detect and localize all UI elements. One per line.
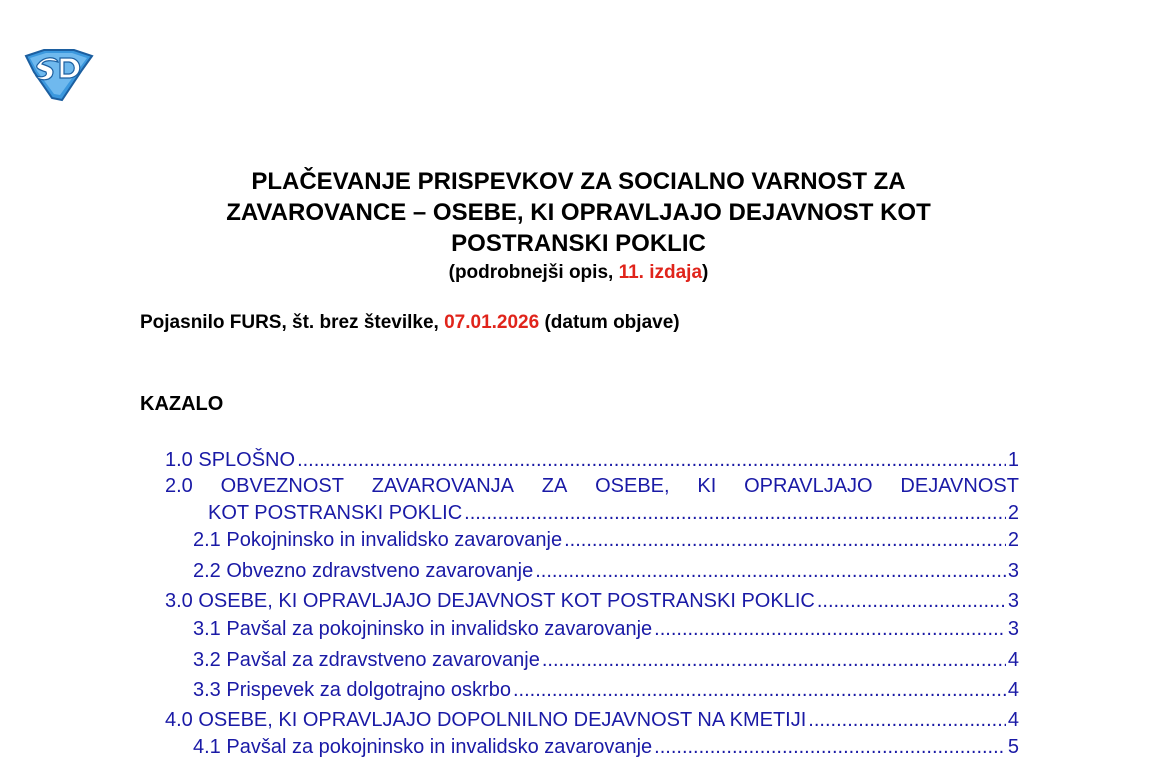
- toc-item-3-1[interactable]: [193, 616, 1019, 642]
- toc-word[interactable]: OPRAVLJAJO: [744, 475, 873, 497]
- toc-leader-dots: [535, 558, 1006, 584]
- title-line-3: POSTRANSKI POKLIC: [451, 230, 706, 257]
- explanation-reference: [140, 312, 680, 334]
- title-line-2: ZAVAROVANCE – OSEBE, KI OPRAVLJAJO DEJAVNOST KOT: [226, 199, 931, 226]
- toc-item-label[interactable]: 4.0 OSEBE, KI OPRAVLJAJO DOPOLNILNO DEJAVNOST NA KMETIJI: [165, 709, 807, 731]
- toc-item-label[interactable]: 2.1 Pokojninsko in invalidsko zavarovanje: [193, 529, 563, 551]
- toc-word[interactable]: DEJAVNOST: [900, 475, 1019, 497]
- toc-heading: KAZALO: [140, 393, 224, 415]
- toc-item-3-2[interactable]: [193, 647, 1019, 673]
- toc-item-page[interactable]: 3: [1007, 590, 1019, 612]
- toc-leader-dots: [542, 647, 1006, 673]
- document-title-block: [0, 166, 1157, 286]
- explanation-suffix: (datum objave): [539, 312, 680, 333]
- toc-item-label[interactable]: 3.2 Pavšal za zdravstveno zavarovanje: [193, 649, 540, 671]
- edition-number: 11. izdaja: [618, 262, 703, 283]
- toc-leader-dots: [654, 734, 1006, 760]
- toc-leader-dots: [564, 527, 1006, 553]
- toc-word[interactable]: OBVEZNOST: [220, 475, 344, 497]
- toc-item-label[interactable]: 2.2 Obvezno zdravstveno zavarovanje: [193, 560, 534, 582]
- toc-leader-dots: [464, 500, 1006, 526]
- toc-item-label[interactable]: 4.1 Pavšal za pokojninsko in invalidsko zavarovanje: [193, 736, 653, 758]
- toc-word[interactable]: 2.0: [165, 475, 193, 497]
- toc-word[interactable]: ZAVAROVANJA: [371, 475, 514, 497]
- toc-leader-dots: [654, 616, 1006, 642]
- toc-word[interactable]: KI: [697, 475, 717, 497]
- toc-item-label[interactable]: 3.1 Pavšal za pokojninsko in invalidsko zavarovanje: [193, 618, 653, 640]
- toc-item-2-line-1[interactable]: [165, 473, 1019, 499]
- toc-leader-dots: [297, 447, 1006, 473]
- explanation-prefix: Pojasnilo FURS, št. brez številke,: [140, 312, 445, 333]
- toc-word[interactable]: ZA: [541, 475, 568, 497]
- toc-item-4-1[interactable]: [193, 734, 1019, 760]
- subtitle: [0, 259, 1157, 286]
- toc-item-page[interactable]: 5: [1007, 736, 1019, 758]
- toc-item-page[interactable]: 4: [1007, 709, 1019, 731]
- toc-leader-dots: [817, 588, 1006, 614]
- toc-item-label[interactable]: 1.0 SPLOŠNO: [165, 449, 296, 471]
- toc-leader-dots: [808, 707, 1006, 733]
- toc-item-2-1[interactable]: [193, 527, 1019, 553]
- toc-item-page[interactable]: 4: [1007, 679, 1019, 701]
- toc-item-page[interactable]: 4: [1007, 649, 1019, 671]
- fds-shield-logo-icon: [22, 48, 96, 104]
- publication-date: 07.01.2026: [444, 312, 540, 333]
- subtitle-suffix: ): [702, 262, 709, 283]
- toc-item-page[interactable]: 3: [1007, 560, 1019, 582]
- toc-item-label[interactable]: 3.0 OSEBE, KI OPRAVLJAJO DEJAVNOST KOT POSTRANSKI POKLIC: [165, 590, 815, 612]
- toc-leader-dots: [513, 677, 1006, 703]
- title-line-1: PLAČEVANJE PRISPEVKOV ZA SOCIALNO VARNOST ZA: [251, 168, 906, 195]
- toc-item-3-3[interactable]: [193, 677, 1019, 703]
- toc-item-2-2[interactable]: [193, 558, 1019, 584]
- toc-item-page[interactable]: 2: [1007, 529, 1019, 551]
- toc-item-2-line-2[interactable]: [208, 500, 1019, 526]
- toc-item-label[interactable]: 3.3 Prispevek za dolgotrajno oskrbo: [193, 679, 511, 701]
- toc-word[interactable]: OSEBE,: [595, 475, 670, 497]
- toc-item-page[interactable]: 3: [1007, 618, 1019, 640]
- toc-item-4[interactable]: [165, 707, 1019, 733]
- toc-item-page[interactable]: 1: [1007, 449, 1019, 471]
- toc-item-1[interactable]: [165, 447, 1019, 473]
- toc-item-page[interactable]: 2: [1007, 502, 1019, 524]
- toc-item-label[interactable]: KOT POSTRANSKI POKLIC: [208, 502, 463, 524]
- subtitle-prefix: (podrobnejši opis,: [448, 262, 619, 283]
- toc-item-3[interactable]: [165, 588, 1019, 614]
